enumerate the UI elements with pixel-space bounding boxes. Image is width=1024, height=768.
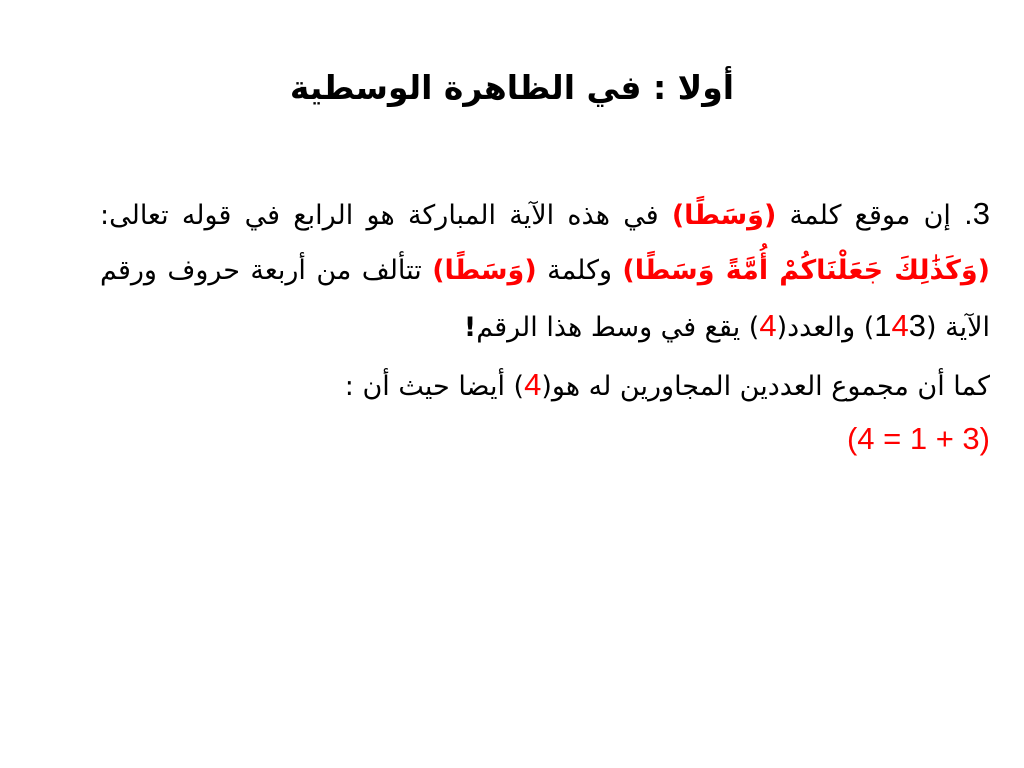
p1-text-2: في هذه الآية المباركة هو الرابع في قوله تعالى: (100, 200, 672, 231)
highlight-word-wasatan: (وَسَطًا) (671, 200, 777, 231)
equation: (4 = 1 + 3) (846, 421, 990, 456)
p1-text-4: تتألف من أربعة حروف ورقم الآية ( (100, 255, 990, 343)
highlight-word-wasatan-2: (وَسَطًا) (432, 255, 537, 286)
verse-number-digit-4: 4 (891, 308, 909, 343)
highlight-number-4: 4 (759, 308, 777, 343)
p1-text-1: . إن موقع كلمة (776, 200, 973, 231)
exclamation-mark: ! (463, 312, 477, 343)
item-number: 3 (972, 196, 990, 231)
p2-text-1: كما أن مجموع العددين المجاورين له هو( (541, 371, 990, 402)
p2-text-2: ) أيضا حيث أن : (344, 371, 525, 402)
quran-verse: (وَكَذَٰلِكَ جَعَلْنَاكُمْ أُمَّةً وَسَطًا) (622, 255, 990, 286)
verse-number-digit-3: 3 (908, 308, 926, 343)
verse-number-digit-1: 1 (874, 308, 892, 343)
slide-body (100, 186, 990, 466)
paragraph-2 (100, 357, 990, 464)
p1-text-5: ) والعدد( (776, 312, 875, 343)
verse-number (874, 308, 926, 343)
slide-title: أولا : في الظاهرة الوسطية (289, 68, 735, 107)
paragraph-1 (100, 186, 990, 355)
p1-text-3: وكلمة (536, 255, 623, 286)
p2-highlight-number-4: 4 (524, 367, 542, 402)
p1-text-6: ) يقع في وسط هذا الرقم (476, 312, 760, 343)
